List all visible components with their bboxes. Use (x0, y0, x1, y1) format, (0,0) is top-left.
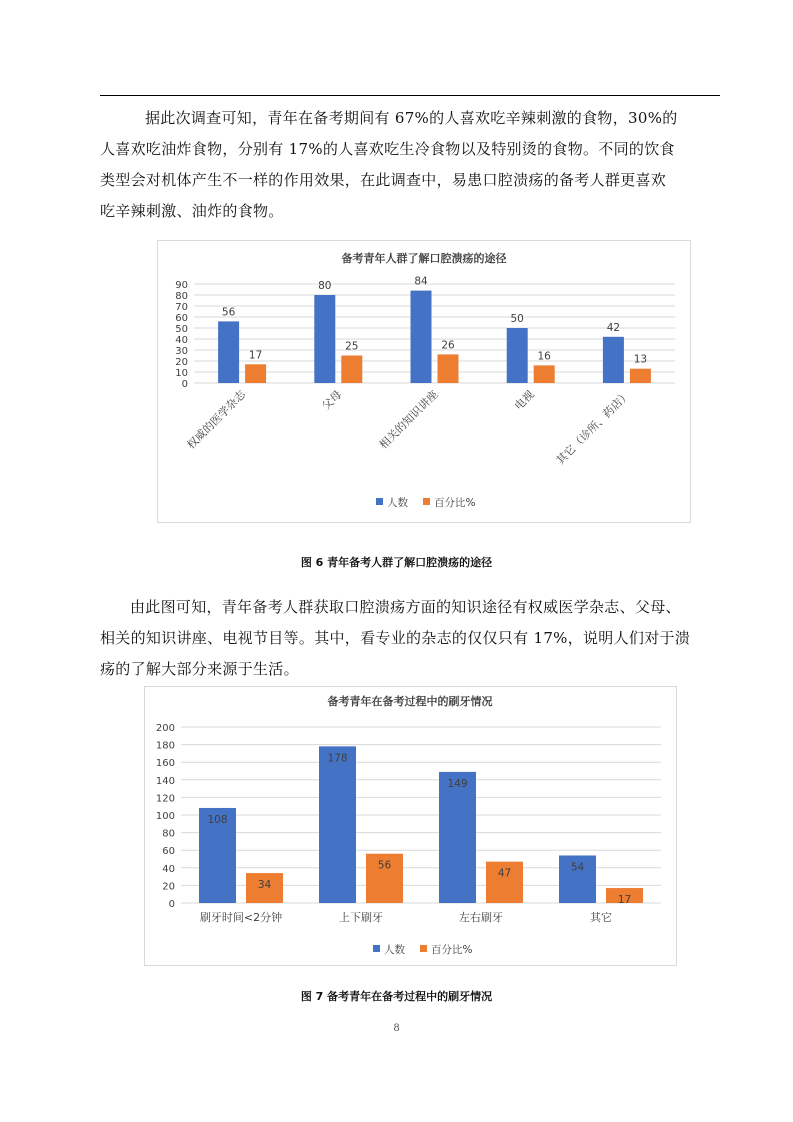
figure-7-caption: 图 7 备考青年在备考过程中的刷牙情况 (300, 990, 493, 1003)
x-tick-label: 权威的医学杂志 (184, 387, 249, 452)
legend-label: 百分比% (434, 497, 476, 509)
bar (534, 365, 555, 383)
bar (439, 772, 476, 903)
bar (314, 295, 335, 383)
figure-6-caption: 图 6 青年备考人群了解口腔溃疡的途径 (300, 556, 493, 569)
chart-brushing-habits (144, 686, 677, 966)
y-tick-label: 80 (175, 291, 188, 302)
x-tick-label: 其它 (590, 911, 612, 924)
x-tick-label: 上下刷牙 (339, 911, 383, 924)
x-tick-label: 相关的知识讲座 (376, 387, 441, 452)
data-label: 80 (318, 280, 332, 292)
chart-ways-to-learn (157, 240, 691, 523)
legend-swatch (376, 498, 383, 505)
y-tick-label: 50 (175, 324, 188, 335)
bar (438, 354, 459, 383)
bar (630, 369, 651, 383)
data-label: 84 (414, 275, 428, 288)
data-label: 26 (441, 339, 455, 352)
x-tick-label: 电视 (512, 387, 537, 413)
x-tick-label: 左右刷牙 (459, 911, 503, 924)
data-label: 56 (377, 859, 392, 872)
y-tick-label: 200 (155, 723, 175, 734)
y-tick-label: 40 (162, 863, 175, 875)
bar (218, 321, 239, 383)
chart-2-svg (145, 687, 676, 965)
page-number: 8 (393, 1023, 400, 1034)
y-tick-label: 0 (181, 379, 188, 390)
y-tick-label: 180 (155, 740, 175, 752)
data-label: 178 (327, 752, 348, 765)
data-label: 47 (497, 867, 512, 880)
paragraph-line: 类型会对机体产生不一样的作用效果，在此调查中，易患口腔溃疡的备考人群更喜欢 (100, 171, 667, 189)
y-tick-label: 30 (175, 346, 188, 357)
bar (245, 364, 266, 383)
legend-label: 人数 (384, 944, 405, 956)
y-tick-label: 40 (175, 335, 188, 346)
data-label: 17 (248, 349, 263, 362)
paragraph-line: 疡的了解大部分来源于生活。 (100, 660, 299, 678)
data-label: 13 (633, 353, 648, 366)
y-tick-label: 60 (162, 846, 175, 858)
y-tick-label: 0 (168, 899, 175, 910)
legend-swatch (423, 498, 430, 505)
x-tick-label: 父母 (319, 387, 345, 413)
paragraph-line: 相关的知识讲座、电视节目等。其中，看专业的杂志的仅仅只有 17%，说明人们对于溃 (100, 629, 691, 647)
data-label: 17 (617, 894, 632, 907)
legend-label: 人数 (387, 497, 408, 509)
data-label: 25 (345, 340, 359, 353)
paragraph-line: 由此图可知，青年备考人群获取口腔溃疡方面的知识途径有权威医学杂志、父母、 (130, 598, 681, 616)
paragraph-line: 据此次调查可知，青年在备考期间有 67%的人喜欢吃辛辣刺激的食物，30%的 (145, 109, 678, 127)
y-tick-label: 120 (155, 793, 175, 805)
y-tick-label: 160 (155, 758, 175, 770)
paragraph-line: 吃辛辣刺激、油炸的食物。 (100, 202, 284, 220)
y-tick-label: 10 (175, 368, 188, 379)
paragraph-1 (100, 103, 720, 227)
y-tick-label: 80 (162, 828, 175, 840)
chart-title: 备考青年在备考过程中的刷牙情况 (327, 695, 493, 708)
chart-title: 备考青年人群了解口腔溃疡的途径 (341, 252, 507, 265)
header-rule (100, 95, 720, 96)
bar (341, 356, 362, 384)
paragraph-line: 人喜欢吃油炸食物，分别有 17%的人喜欢吃生冷食物以及特别烫的食物。不同的饮食 (100, 140, 675, 158)
data-label: 50 (510, 313, 524, 325)
y-tick-label: 140 (155, 775, 175, 787)
bar (603, 337, 624, 383)
y-tick-label: 70 (175, 302, 188, 313)
y-tick-label: 90 (175, 280, 188, 291)
y-tick-label: 100 (155, 811, 175, 822)
data-label: 56 (221, 306, 236, 319)
chart-1-svg (158, 241, 690, 522)
y-tick-label: 20 (175, 357, 188, 368)
data-label: 42 (606, 321, 621, 334)
data-label: 16 (537, 350, 551, 363)
data-label: 34 (257, 879, 272, 892)
bar (507, 328, 528, 383)
data-label: 108 (207, 813, 228, 826)
paragraph-2 (100, 592, 720, 685)
data-label: 54 (570, 861, 585, 874)
legend-swatch (373, 945, 380, 952)
x-tick-label: 其它（诊所、药店） (553, 387, 634, 468)
data-label: 149 (447, 777, 468, 790)
legend-label: 百分比% (431, 944, 473, 956)
legend-swatch (420, 945, 427, 952)
bar (319, 746, 356, 903)
x-tick-label: 刷牙时间<2分钟 (199, 911, 283, 924)
y-tick-label: 20 (162, 881, 175, 893)
y-tick-label: 60 (175, 313, 188, 324)
bar (411, 291, 432, 383)
